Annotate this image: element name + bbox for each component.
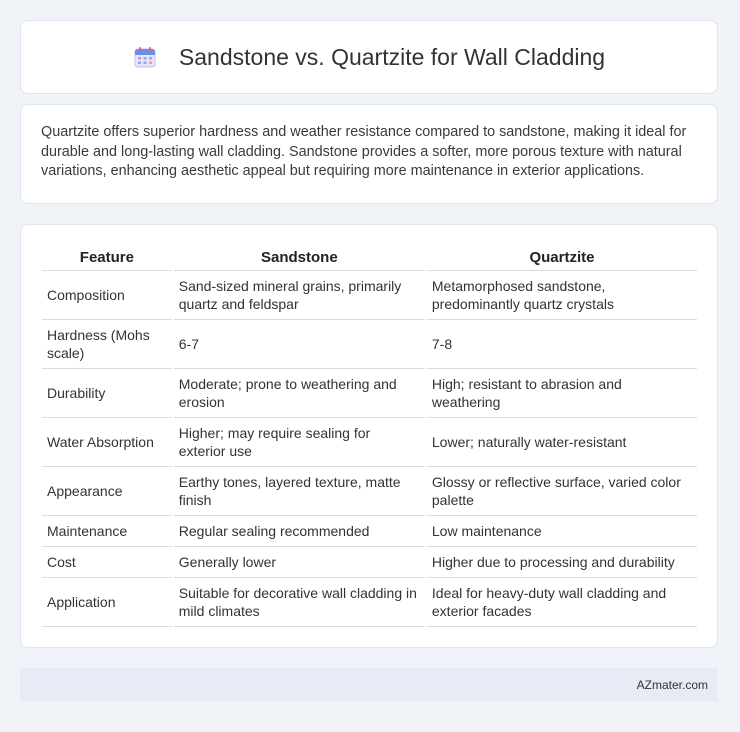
header-quartzite: Quartzite xyxy=(427,247,697,271)
sandstone-cell: Generally lower xyxy=(174,547,425,578)
header-sandstone: Sandstone xyxy=(174,247,425,271)
table-row xyxy=(42,547,697,578)
sandstone-cell: Moderate; prone to weathering and erosion xyxy=(174,369,425,418)
sandstone-cell: Sand-sized mineral grains, primarily quartz and feldspar xyxy=(174,271,425,320)
quartzite-cell: 7-8 xyxy=(427,320,697,369)
sandstone-cell: Suitable for decorative wall cladding in mild climates xyxy=(174,578,425,627)
quartzite-cell: Metamorphosed sandstone, predominantly quartz crystals xyxy=(427,271,697,320)
page-title: Sandstone vs. Quartzite for Wall Cladding xyxy=(178,43,606,70)
quartzite-cell: Low maintenance xyxy=(427,516,697,547)
table-row xyxy=(42,320,697,369)
sandstone-cell: Regular sealing recommended xyxy=(174,516,425,547)
feature-cell: Application xyxy=(42,578,172,627)
quartzite-cell: High; resistant to abrasion and weathering xyxy=(427,369,697,418)
feature-cell: Durability xyxy=(42,369,172,418)
header-feature: Feature xyxy=(42,247,172,271)
table-row xyxy=(42,516,697,547)
table-row xyxy=(42,271,697,320)
sandstone-cell: Higher; may require sealing for exterior use xyxy=(174,418,425,467)
summary-card xyxy=(20,104,718,204)
quartzite-cell: Ideal for heavy-duty wall cladding and exterior facades xyxy=(427,578,697,627)
table-row xyxy=(42,578,697,627)
table-row xyxy=(42,369,697,418)
footer xyxy=(20,668,718,702)
quartzite-cell: Higher due to processing and durability xyxy=(427,547,697,578)
feature-cell: Maintenance xyxy=(42,516,172,547)
sandstone-cell: 6-7 xyxy=(174,320,425,369)
feature-cell: Water Absorption xyxy=(42,418,172,467)
calendar-icon xyxy=(133,45,157,69)
feature-cell: Cost xyxy=(42,547,172,578)
table-row xyxy=(42,418,697,467)
footer-brand[interactable]: AZmater.com xyxy=(636,678,708,692)
title-card xyxy=(20,20,718,94)
comparison-table-card xyxy=(20,224,718,648)
summary-text: Quartzite offers superior hardness and weather resistance compared to sandstone, making it ideal for durable and long-lasting wall cladding. Sandstone provides a softer, more porous texture with natural variations, enhancing aesthetic appeal but requiring more maintenance in exterior applications. xyxy=(41,124,687,179)
feature-cell: Composition xyxy=(42,271,172,320)
table-header-row xyxy=(42,247,697,271)
feature-cell: Hardness (Mohs scale) xyxy=(42,320,172,369)
table-row xyxy=(42,467,697,516)
feature-cell: Appearance xyxy=(42,467,172,516)
quartzite-cell: Glossy or reflective surface, varied color palette xyxy=(427,467,697,516)
quartzite-cell: Lower; naturally water-resistant xyxy=(427,418,697,467)
sandstone-cell: Earthy tones, layered texture, matte finish xyxy=(174,467,425,516)
comparison-table xyxy=(40,247,699,627)
